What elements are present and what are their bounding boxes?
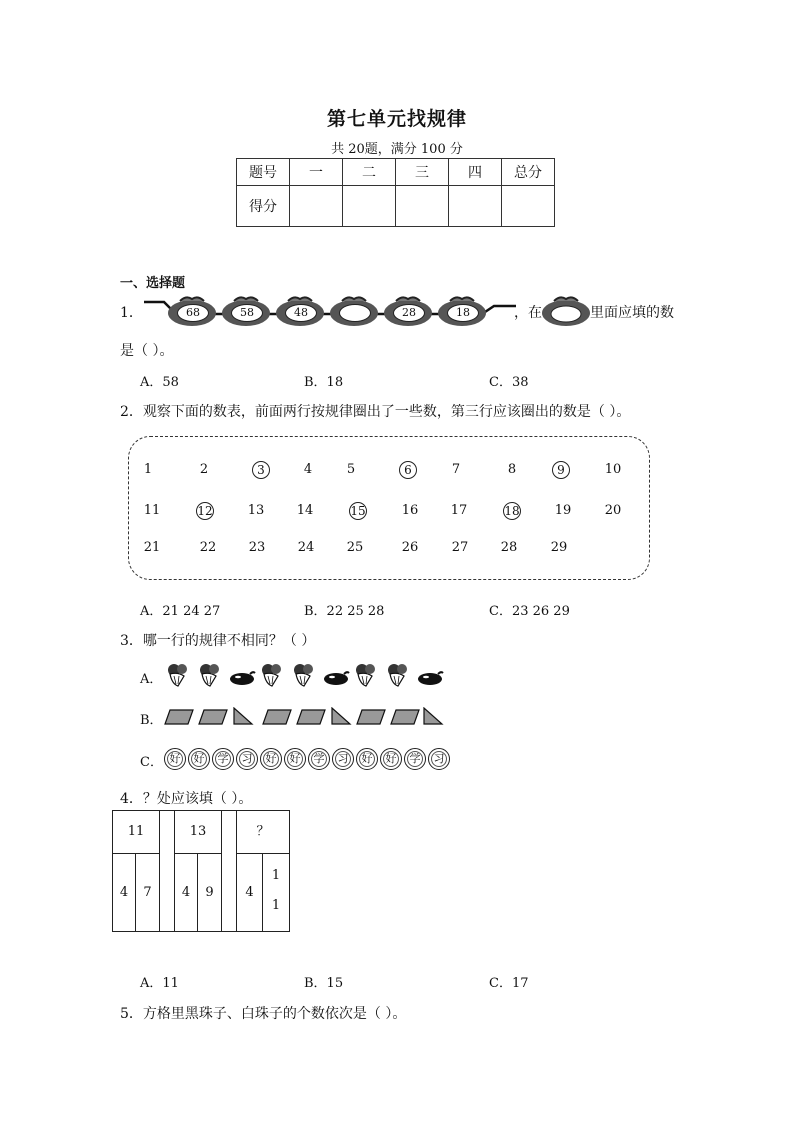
parallelogram-icon [296, 707, 326, 727]
score-header-cell: 三 [396, 159, 449, 186]
circled-number: 6 [399, 461, 417, 479]
q1-number: 1． [120, 305, 143, 321]
eggplant-icon [416, 662, 444, 688]
q4-bottom-1b: 7 [135, 853, 160, 932]
character-badge: 习 [236, 748, 258, 770]
q4-gap-1 [159, 810, 175, 932]
grid-number: 17 [450, 503, 468, 518]
q4-option-b[interactable]: B．15 [304, 976, 344, 991]
grid-number: 4 [303, 462, 313, 477]
parallelogram-icon [198, 707, 228, 727]
grid-number: 8 [507, 462, 517, 477]
q4-top-1: 11 [112, 810, 160, 854]
score-cell[interactable] [449, 186, 502, 227]
q1-blank-tomato-icon [540, 293, 592, 327]
grid-number: 14 [296, 503, 314, 518]
parallelogram-icon [262, 707, 292, 727]
score-cell[interactable] [290, 186, 343, 227]
character-badge: 学 [308, 748, 330, 770]
cabbage-icon [384, 662, 412, 688]
grid-number: 23 [248, 540, 266, 555]
character-badge: 好 [356, 748, 378, 770]
tomato-number-label: 68 [177, 304, 209, 322]
score-header-cell: 二 [343, 159, 396, 186]
character-badge: 好 [188, 748, 210, 770]
triangle-icon [422, 707, 452, 727]
q2-text: 2．观察下面的数表，前面两行按规律圈出了一些数，第三行应该圈出的数是（ ）。 [120, 404, 631, 420]
tomato-number-label [339, 304, 371, 322]
character-badge: 学 [404, 748, 426, 770]
tomato-number-label: 58 [231, 304, 263, 322]
q5-text: 5．方格里黑珠子、白珠子的个数依次是（ ）。 [120, 1006, 407, 1022]
score-cell[interactable] [396, 186, 449, 227]
character-badge: 好 [380, 748, 402, 770]
grid-number: 19 [554, 503, 572, 518]
q3-option-b[interactable]: B． [140, 713, 163, 728]
character-badge: 好 [164, 748, 186, 770]
grid-number: 10 [604, 462, 622, 477]
grid-number: 20 [604, 503, 622, 518]
cabbage-icon [164, 662, 192, 688]
q4-top-3: ？ [236, 810, 290, 854]
eggplant-icon [322, 662, 350, 688]
q1-text-after2: 里面应填的数 [590, 305, 674, 321]
grid-number: 26 [401, 540, 419, 555]
eggplant-icon [228, 662, 256, 688]
cabbage-icon [352, 662, 380, 688]
tomato-number-label: 48 [285, 304, 317, 322]
score-cell[interactable] [343, 186, 396, 227]
q4-option-c[interactable]: C．17 [489, 976, 529, 991]
grid-number: 28 [500, 540, 518, 555]
q4-bottom-3b-digit2: 1 [271, 898, 281, 913]
parallelogram-icon [390, 707, 420, 727]
grid-number: 5 [346, 462, 356, 477]
grid-number: 27 [451, 540, 469, 555]
q4-gap-2 [221, 810, 237, 932]
character-badge: 习 [332, 748, 354, 770]
score-table [236, 158, 555, 227]
q2-option-a[interactable]: A．21 24 27 [140, 604, 221, 619]
score-cell[interactable] [502, 186, 555, 227]
score-header-cell: 题号 [237, 159, 290, 186]
character-badge: 好 [284, 748, 306, 770]
q1-option-b[interactable]: B．18 [304, 375, 344, 390]
parallelogram-icon [356, 707, 386, 727]
grid-number: 7 [451, 462, 461, 477]
q4-figure [112, 810, 290, 932]
q1-option-c[interactable]: C．38 [489, 375, 529, 390]
circled-number: 12 [197, 504, 213, 518]
grid-number: 13 [247, 503, 265, 518]
parallelogram-icon [164, 707, 194, 727]
q3-option-a[interactable]: A． [140, 672, 163, 687]
q4-bottom-2b: 9 [197, 853, 222, 932]
q2-option-c[interactable]: C．23 26 29 [489, 604, 570, 619]
q3-text: 3．哪一行的规律不相同？（ ） [120, 633, 316, 649]
q4-bottom-3b-digit1: 1 [271, 868, 281, 883]
grid-number: 22 [199, 540, 217, 555]
cabbage-icon [196, 662, 224, 688]
q4-top-2: 13 [174, 810, 222, 854]
grid-number: 11 [143, 503, 161, 518]
tomato-number-label: 18 [447, 304, 479, 322]
circled-number: 15 [350, 504, 366, 518]
cabbage-icon [290, 662, 318, 688]
grid-number: 21 [143, 540, 161, 555]
grid-number: 2 [199, 462, 209, 477]
q4-option-a[interactable]: A．11 [140, 976, 179, 991]
q3-option-c[interactable]: C． [140, 755, 163, 770]
q4-bottom-3a: 4 [236, 853, 263, 932]
score-row-label: 得分 [237, 186, 290, 227]
score-header-cell: 总分 [502, 159, 555, 186]
q1-text-after: ，在 [514, 305, 542, 321]
score-header-cell: 四 [449, 159, 502, 186]
circled-number: 9 [552, 461, 570, 479]
q4-bottom-2a: 4 [174, 853, 198, 932]
cabbage-icon [258, 662, 286, 688]
q2-option-b[interactable]: B．22 25 28 [304, 604, 385, 619]
grid-number: 29 [550, 540, 568, 555]
triangle-icon [232, 707, 262, 727]
q4-bottom-1a: 4 [112, 853, 136, 932]
page-subtitle: 共 20题，满分 100 分 [331, 142, 463, 157]
character-badge: 好 [260, 748, 282, 770]
page-title: 第七单元找规律 [326, 108, 467, 130]
circled-number: 3 [252, 461, 270, 479]
grid-number: 1 [143, 462, 153, 477]
grid-number: 25 [346, 540, 364, 555]
tomato-number-label: 28 [393, 304, 425, 322]
section-heading: 一、选择题 [120, 276, 186, 291]
grid-number: 24 [297, 540, 315, 555]
character-badge: 习 [428, 748, 450, 770]
q4-bottom-3b [262, 853, 290, 932]
q1-text-line2: 是（ ）。 [120, 343, 174, 359]
circled-number: 18 [504, 504, 520, 518]
character-badge: 学 [212, 748, 234, 770]
q1-option-a[interactable]: A．58 [140, 375, 179, 390]
score-header-cell: 一 [290, 159, 343, 186]
grid-number: 16 [401, 503, 419, 518]
q4-text: 4．？处应该填（ ）。 [120, 791, 253, 807]
